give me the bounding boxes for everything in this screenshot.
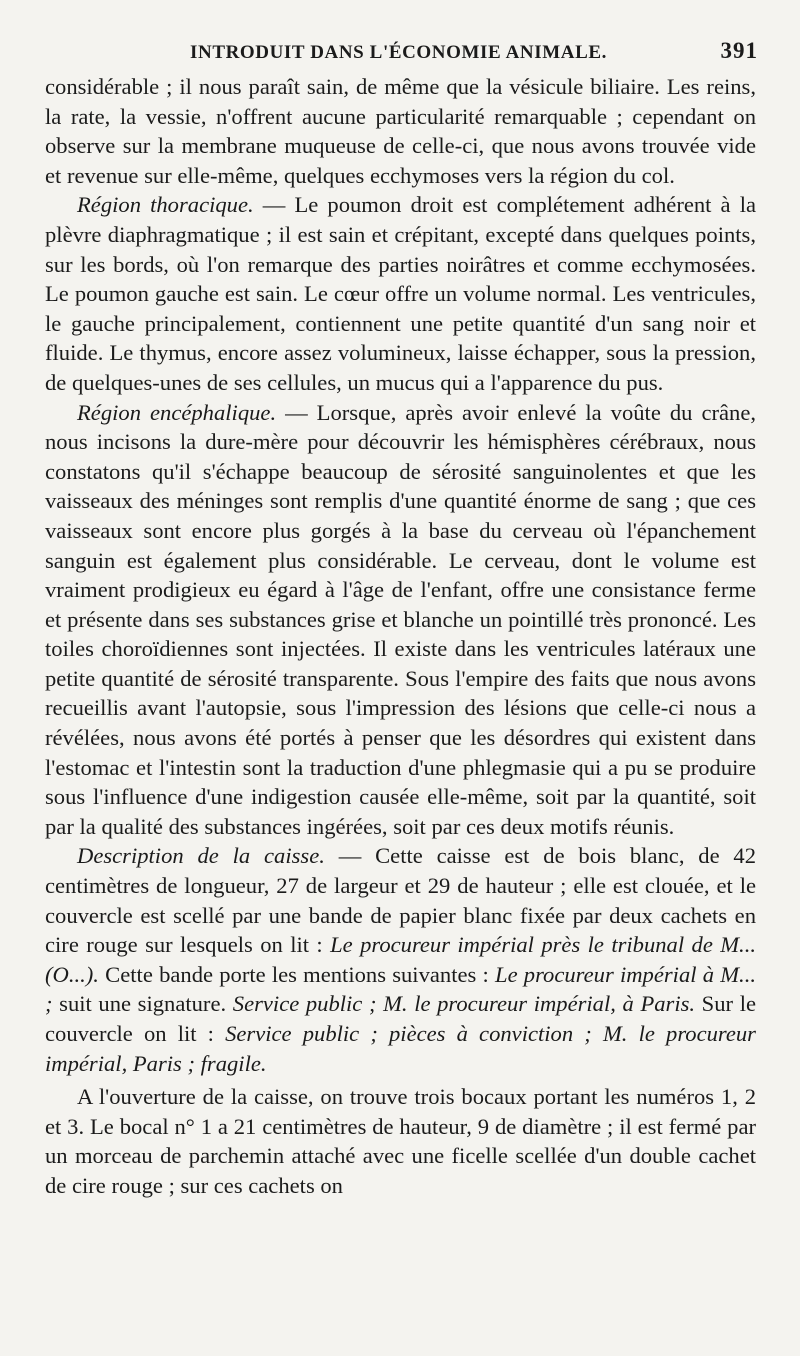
band-inscription: Le procureur impérial à M... ; bbox=[45, 961, 756, 1017]
paragraph-text: — Le poumon droit est complétement adhérent à la plèvre diaphragmatique ; il est sain et crépitant, excepté dans quelques points, sur les bords, où l'on remarque des parties noirâtres et comme ecchymosées. Le poumon gauche est sain. Le cœur offre un volume normal. Les ventricules, le gauche principalement, contiennent une petite quantité d'un sang noir et fluide. Le thymus, encore assez volumineux, laisse échapper, sous la pression, de quelques-unes de ses cellules, un mucus qui a l'apparence du pus. bbox=[45, 192, 756, 395]
body-text bbox=[45, 72, 756, 1201]
paragraph-text: — Lorsque, après avoir enlevé la voûte du crâne, nous incisons la dure-mère pour découvrir les hémisphères cérébraux, nous constatons qu'il s'échappe beaucoup de sérosité sanguinolentes et que les vaisseaux des méninges sont remplis d'une quantité énorme de sang ; que ces vaisseaux sont encore plus gorgés à la base du cerveau où l'épanchement sanguin est également plus considérable. Le cerveau, dont le volume est vraiment prodigieux eu égard à l'âge de l'enfant, offre une consistance ferme et présente dans ses substances grise et blanche un pointillé très prononcé. Les toiles choroïdiennes sont injectées. Il existe dans les ventricules latéraux une petite quantité de sérosité transparente. Sous l'empire des faits que nous avons recueillis avant l'autopsie, sous l'impression des lésions que celle-ci nous a révélées, nous avons été portés à penser que les désordres qui existent dans l'estomac et l'intestin sont la traduction d'une phlegmasie qui a pu se produire sous l'influence d'une indigestion causée elle-même, soit par la quantité, soit par la qualité des substances ingérées, soit par ces deux motifs réunis. bbox=[45, 399, 756, 839]
section-heading: Région encéphalique. bbox=[77, 399, 277, 425]
paragraph bbox=[45, 1082, 756, 1200]
paragraph-text: A l'ouverture de la caisse, on trouve trois bocaux portant les numéros 1, 2 et 3. Le bocal n° 1 a 21 centimètres de hauteur, 9 de diamètre ; il est fermé par un morceau de parchemin attaché avec une ficelle scellée d'un double cachet de cire rouge ; sur ces cachets on bbox=[45, 1084, 756, 1198]
section-heading: Description de la caisse. bbox=[77, 843, 325, 869]
paragraph-text: Sur le couvercle on lit : bbox=[45, 991, 756, 1046]
running-title: INTRODUIT DANS L'ÉCONOMIE ANIMALE. bbox=[190, 42, 607, 63]
page-header bbox=[45, 38, 756, 72]
paragraph-text: Cette bande porte les mentions suivantes : bbox=[98, 961, 495, 987]
section-heading: Région thoracique. bbox=[77, 192, 254, 218]
seal-inscription: Le procureur impérial près le tribunal de M... (O...). bbox=[45, 932, 756, 987]
lid-inscription: Service public ; pièces à conviction ; M. le procureur impérial, Paris ; fragile. bbox=[45, 1021, 756, 1076]
paragraph-text: — Cette caisse est de bois blanc, de 42 centimètres de longueur, 27 de largeur et 29 de hauteur ; elle est clouée, et le couvercle est scellé par une bande de papier blanc fixée par deux cachets en cire rouge sur lesquels on lit : bbox=[45, 843, 757, 958]
paragraph bbox=[45, 398, 756, 842]
paragraph-text: suit une signature. bbox=[52, 991, 233, 1017]
paragraph bbox=[45, 72, 756, 190]
paragraph bbox=[45, 841, 756, 1078]
band-inscription: Service public ; M. le procureur impérial, à Paris. bbox=[232, 991, 696, 1017]
page-number: 391 bbox=[720, 38, 758, 63]
paragraph bbox=[45, 190, 756, 397]
paragraph-text: considérable ; il nous paraît sain, de même que la vésicule biliaire. Les reins, la rate, la vessie, n'offrent aucune particularité remarquable ; cependant on observe sur la membrane muqueuse de celle-ci, que nous avons trouvée vide et revenue sur elle-même, quelques ecchymoses vers la région du col. bbox=[45, 74, 756, 188]
